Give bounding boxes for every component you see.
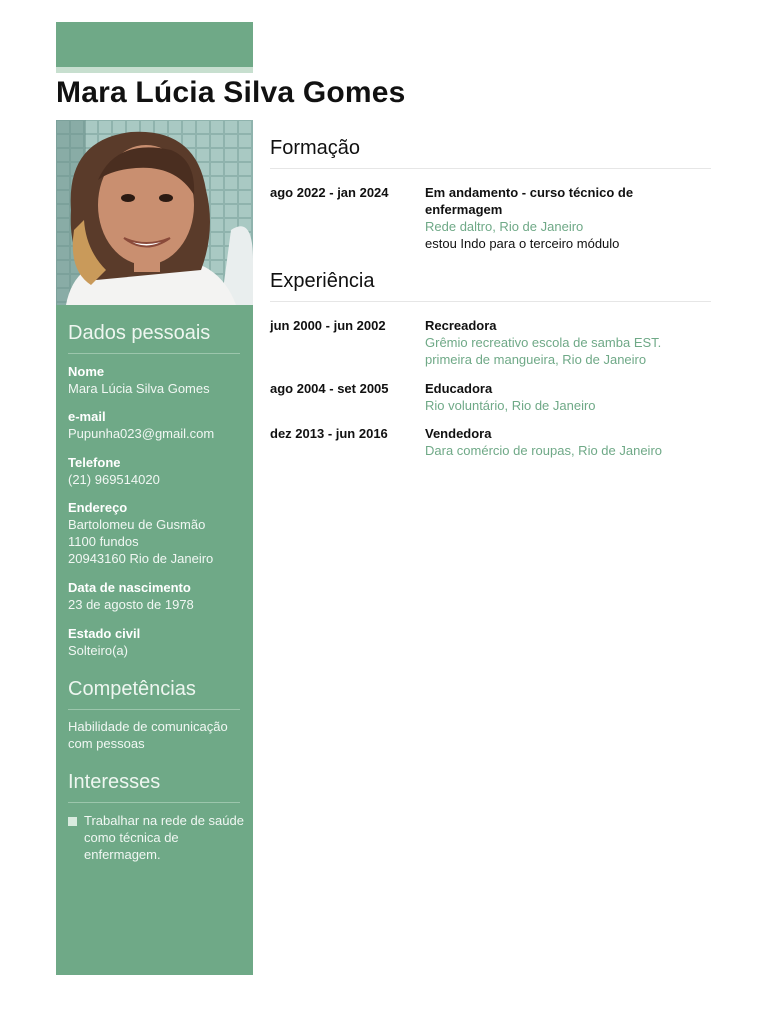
experience-entry xyxy=(425,380,695,414)
header-accent-line xyxy=(56,67,253,73)
experience-date: ago 2004 - set 2005 xyxy=(270,381,389,396)
personal-data-heading: Dados pessoais xyxy=(68,322,240,354)
field-value: Mara Lúcia Silva Gomes xyxy=(68,381,210,396)
field-label: Telefone xyxy=(68,455,121,470)
field-label: e-mail xyxy=(68,409,106,424)
education-heading: Formação xyxy=(270,137,711,169)
experience-heading: Experiência xyxy=(270,270,711,302)
entry-description: estou Indo para o terceiro módulo xyxy=(425,236,620,251)
field-value: 23 de agosto de 1978 xyxy=(68,597,194,612)
entry-title: Educadora xyxy=(425,381,493,396)
entry-institution: Rede daltro, Rio de Janeiro xyxy=(425,219,584,234)
field-value: Solteiro(a) xyxy=(68,643,128,658)
field-marital-status xyxy=(68,625,248,659)
field-label: Endereço xyxy=(68,500,128,515)
field-value: (21) 969514020 xyxy=(68,472,160,487)
field-value: Pupunha023@gmail.com xyxy=(68,426,215,441)
sidebar xyxy=(56,305,253,975)
field-name xyxy=(68,363,248,397)
field-value: Bartolomeu de Gusmão xyxy=(68,517,206,532)
header-accent-bar xyxy=(56,22,253,67)
experience-entry xyxy=(425,317,695,368)
field-phone xyxy=(68,454,248,488)
interest-text: Trabalhar na rede de saúde como técnica de enfermagem. xyxy=(84,813,244,862)
square-bullet-icon xyxy=(68,817,77,826)
interests-heading: Interesses xyxy=(68,771,240,803)
field-label: Nome xyxy=(68,364,105,379)
experience-date: dez 2013 - jun 2016 xyxy=(270,426,388,441)
field-email xyxy=(68,408,248,442)
skills-heading: Competências xyxy=(68,678,240,710)
entry-employer: Rio voluntário, Rio de Janeiro xyxy=(425,398,596,413)
entry-employer: Dara comércio de roupas, Rio de Janeiro xyxy=(425,443,663,458)
profile-photo xyxy=(56,120,253,305)
skills-text: Habilidade de comunicação com pessoas xyxy=(68,719,228,751)
education-entry xyxy=(425,184,695,252)
field-birthdate xyxy=(68,579,248,613)
education-date: ago 2022 - jan 2024 xyxy=(270,185,389,200)
interest-item xyxy=(68,812,246,863)
profile-photo-illustration xyxy=(56,120,253,305)
experience-date: jun 2000 - jun 2002 xyxy=(270,318,386,333)
entry-title: Em andamento - curso técnico de enfermagem xyxy=(425,185,634,217)
field-value: 20943160 Rio de Janeiro xyxy=(68,551,214,566)
field-label: Data de nascimento xyxy=(68,580,191,595)
person-name: Mara Lúcia Silva Gomes xyxy=(56,76,406,109)
entry-employer: Grêmio recreativo escola de samba EST. primeira de mangueira, Rio de Janeiro xyxy=(425,335,662,367)
experience-entry xyxy=(425,425,695,459)
entry-title: Vendedora xyxy=(425,426,492,441)
field-address xyxy=(68,499,248,567)
entry-title: Recreadora xyxy=(425,318,497,333)
field-value: 1100 fundos xyxy=(68,534,139,549)
field-label: Estado civil xyxy=(68,626,141,641)
